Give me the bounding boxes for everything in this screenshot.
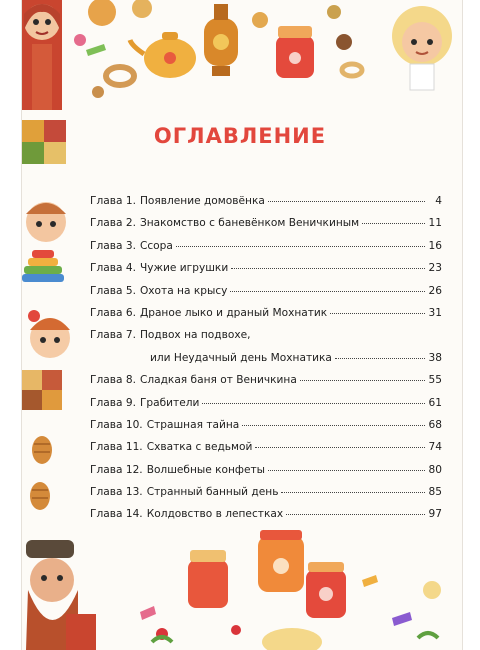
jam-jars-icon — [188, 530, 346, 618]
page-number: 38 — [428, 351, 442, 364]
dot-leader — [281, 492, 425, 493]
toc-row[interactable] — [90, 436, 442, 458]
chapter-number: Глава 8. — [90, 374, 136, 387]
chapter-number: Глава 14. — [90, 508, 143, 521]
page-number: 4 — [435, 195, 442, 207]
chapter-title: Драное лыко и драный Мохнатик — [139, 306, 328, 319]
samovar-icon — [204, 4, 238, 76]
chapter-title: Грабители — [139, 396, 200, 409]
chapter-number: Глава 1. — [90, 195, 136, 207]
chapter-title: Схватка с ведьмой — [146, 441, 253, 454]
dot-leader — [255, 447, 425, 448]
boy-face-icon — [26, 202, 66, 242]
top-illustration — [22, 0, 462, 110]
jam-jar-icon — [252, 5, 362, 78]
toc-row[interactable] — [90, 257, 442, 279]
dot-leader — [242, 425, 425, 426]
dot-leader — [268, 470, 425, 471]
patchwork-icon — [22, 370, 62, 410]
chapter-number: Глава 12. — [90, 463, 143, 476]
chapter-number: Глава 5. — [90, 284, 136, 297]
dot-leader — [268, 201, 425, 202]
toc-row[interactable] — [90, 190, 442, 212]
chapter-number: Глава 3. — [90, 239, 136, 252]
page-number: 68 — [428, 418, 442, 431]
page-number: 11 — [428, 217, 442, 230]
page-number: 85 — [428, 486, 442, 499]
dot-leader — [330, 313, 425, 314]
dot-leader — [362, 223, 425, 224]
chapter-number: Глава 9. — [90, 396, 136, 409]
girl-face-icon — [28, 310, 70, 358]
page-number: 61 — [428, 396, 442, 409]
dot-leader — [230, 291, 425, 292]
chapter-number: Глава 6. — [90, 306, 136, 319]
toc-row[interactable] — [90, 481, 442, 503]
chapter-number: Глава 13. — [90, 486, 143, 499]
bottom-illustration — [22, 530, 462, 650]
chapter-number: Глава 11. — [90, 441, 143, 454]
dot-leader — [300, 380, 425, 381]
toc-row[interactable] — [90, 414, 442, 436]
dot-leader — [231, 268, 425, 269]
page-number: 26 — [428, 284, 442, 297]
page-number: 97 — [428, 508, 442, 521]
pyramid-toy-icon — [22, 250, 64, 282]
chapter-title: Знакомство с баневёнком Веничкиным — [139, 217, 360, 230]
chapter-number: Глава 4. — [90, 262, 136, 275]
table-of-contents — [90, 190, 442, 526]
toc-row-continuation[interactable] — [90, 347, 442, 369]
page-number: 16 — [428, 239, 442, 252]
dot-leader — [286, 514, 425, 515]
chapter-title: Колдовство в лепестках — [146, 508, 284, 521]
page-number: 23 — [428, 262, 442, 275]
boy-character-icon — [392, 6, 452, 90]
chapter-title: Чужие игрушки — [139, 262, 229, 275]
chapter-title: Охота на крысу — [139, 284, 228, 297]
left-illustration — [22, 110, 82, 540]
dot-leader — [176, 246, 425, 247]
toc-row[interactable] — [90, 302, 442, 324]
page-number: 55 — [428, 374, 442, 387]
chapter-title: Ссора — [139, 239, 173, 252]
chapter-number: Глава 2. — [90, 217, 136, 230]
toc-row[interactable] — [90, 324, 442, 346]
chapter-title: Появление домовёнка — [139, 195, 265, 207]
page-title: ОГЛАВЛЕНИЕ — [153, 124, 327, 148]
chapter-title: Странный банный день — [146, 486, 279, 499]
chapter-title: или Неудачный день Мохнатика — [150, 351, 332, 364]
toc-row[interactable] — [90, 280, 442, 302]
chapter-title: Страшная тайна — [146, 418, 240, 431]
page-number: 74 — [428, 441, 442, 454]
teapot-icon — [130, 32, 196, 78]
dot-leader — [335, 358, 425, 359]
toc-row[interactable] — [90, 459, 442, 481]
dot-leader — [202, 403, 425, 404]
toc-row[interactable] — [90, 369, 442, 391]
chapter-title: Сладкая баня от Веничкина — [139, 374, 297, 387]
chapter-number: Глава 7. — [90, 329, 136, 342]
toc-row[interactable] — [90, 212, 442, 234]
chapter-title: Волшебные конфеты — [146, 463, 266, 476]
toc-row[interactable] — [90, 235, 442, 257]
domovoy-character-icon — [26, 540, 96, 650]
page-number: 31 — [428, 306, 442, 319]
toc-row[interactable] — [90, 503, 442, 525]
chapter-number: Глава 10. — [90, 418, 143, 431]
toc-row[interactable] — [90, 392, 442, 414]
cone-icon — [30, 436, 52, 510]
page-number: 80 — [428, 463, 442, 476]
chapter-title: Подвох на подвохе, — [139, 329, 251, 342]
girl-character-icon — [22, 0, 62, 110]
